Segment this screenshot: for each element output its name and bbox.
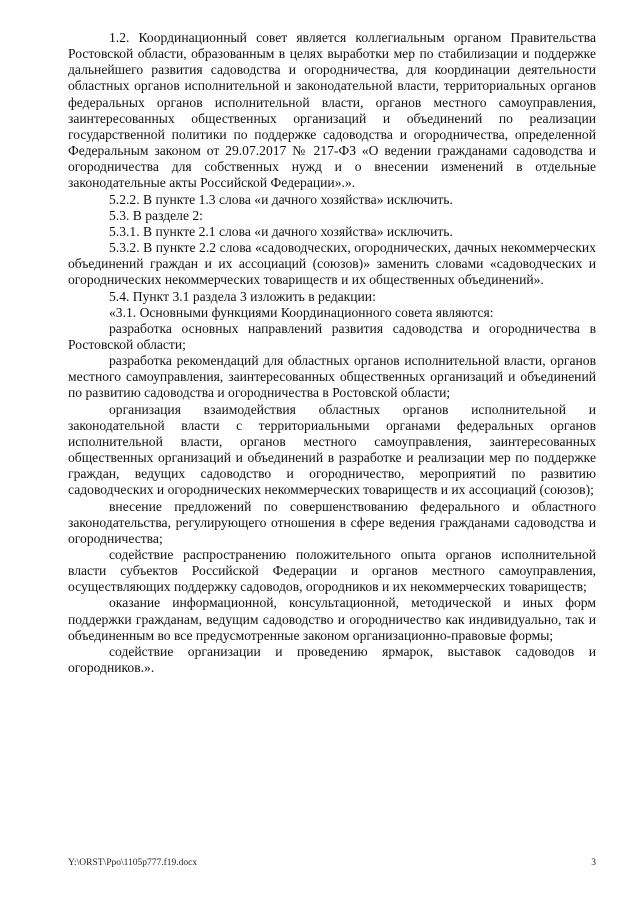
paragraph-3-1: «3.1. Основными функциями Координационного совета являются:	[109, 304, 494, 320]
paragraph-1-2: 1.2. Координационный совет является коллегиальным органом Правительства Ростовской области, образованным в целях выработки мер по стабилизации и поддержке дальнейшего развития садоводства и огородничества, для координации деятельности областных органов исполнительной и законодательной власти, территориальных органов федеральных органов исполнительной власти, органов местного самоуправления, заинтересованных общественных организаций и объединений по реализации государственной политики по поддержке садоводства и огородничества, определенной Федеральным законом от 29.07.2017 № 217-ФЗ «О ведении гражданами садоводства и огородничества для собственных нужд и о внесении изменений в отдельные законодательные акты Российской Федерации».».	[68, 30, 596, 191]
paragraph-5-4: 5.4. Пункт 3.1 раздела 3 изложить в редакции:	[109, 288, 376, 304]
function-item-3: организация взаимодействия областных органов исполнительной и законодательной власти с территориальными органами федеральных органов исполнительной власти, органов местного самоуправления, заинтересованных общественных организаций и объединений в разработке и реализации мер по поддержке граждан, ведущих садоводство и огородничество, мероприятий по развитию садоводческих и огороднических некоммерческих товариществ и их ассоциаций (союзов);	[68, 401, 596, 498]
document-body	[68, 30, 596, 676]
function-item-6: оказание информационной, консультационной, методической и иных форм поддержки гражданам, ведущим садоводство и огородничество как индивидуально, так и объединенным во все предусмотренные законом организационно-правовые формы;	[68, 595, 596, 643]
paragraph-5-2-2: 5.2.2. В пункте 1.3 слова «и дачного хозяйства» исключить.	[109, 191, 453, 207]
function-item-7: содействие организации и проведению ярмарок, выставок садоводов и огородников.».	[68, 643, 596, 676]
paragraph-5-3-2: 5.3.2. В пункте 2.2 слова «садоводческих, огороднических, дачных некоммерческих объединений граждан и их ассоциаций (союзов)» заменить словами «садоводческих и огороднических некоммерческих товариществ и их общественных объединений».	[68, 240, 596, 288]
paragraph-5-3-1: 5.3.1. В пункте 2.1 слова «и дачного хозяйства» исключить.	[109, 223, 453, 239]
function-item-4: внесение предложений по совершенствованию федерального и областного законодательства, регулирующего отношения в сфере ведения гражданами садоводства и огородничества;	[68, 498, 596, 546]
function-item-5: содействие распространению положительного опыта органов исполнительной власти субъектов Российской Федерации и органов местного самоуправления, осуществляющих поддержку садоводов, огородников и их некоммерческих товариществ;	[68, 547, 596, 595]
function-item-1: разработка основных направлений развития садоводства и огородничества в Ростовской области;	[68, 320, 596, 352]
paragraph-5-3: 5.3. В разделе 2:	[109, 207, 203, 223]
page-number: 3	[591, 858, 596, 868]
function-item-2: разработка рекомендаций для областных органов исполнительной власти, органов местного самоуправления, заинтересованных общественных организаций и объединений по развитию садоводства и огородничества в Ростовской области;	[68, 353, 596, 401]
file-path: Y:\ORST\Ppo\1105p777.f19.docx	[68, 858, 198, 868]
